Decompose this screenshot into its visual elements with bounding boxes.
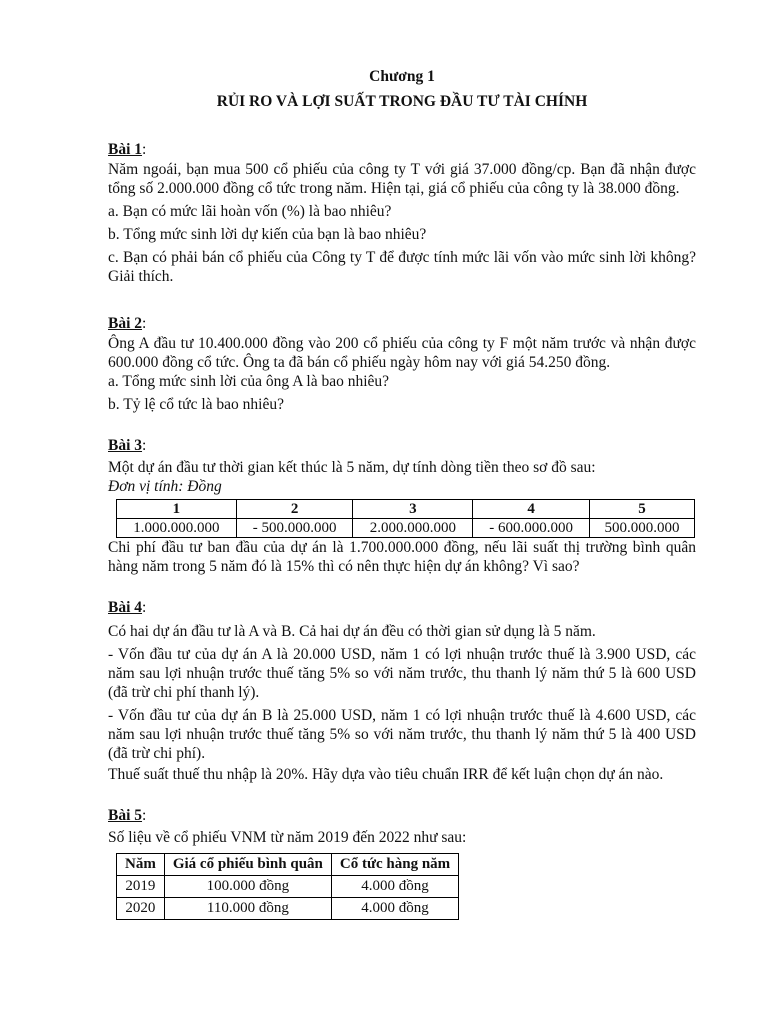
exercise-4-project-b: - Vốn đầu tư của dự án B là 25.000 USD, năm 1 có lợi nhuận trước thuế là 4.600 USD, các năm sau lợi nhuận trước thuế tăng 5% so với năm trước, thu thanh lý năm thứ 5 là 400 USD (đã trừ chi phí).	[108, 707, 696, 762]
exercise-1-title: Bài 1	[108, 141, 143, 158]
exercise-1-colon: :	[142, 141, 147, 158]
chapter-label: Chương 1	[369, 68, 435, 85]
vnm-cell-price: 110.000 đồng	[164, 898, 331, 920]
vnm-cell-year: 2019	[117, 876, 165, 898]
vnm-cell-price: 100.000 đồng	[164, 876, 331, 898]
exercise-4-project-a: - Vốn đầu tư của dự án A là 20.000 USD, năm 1 có lợi nhuận trước thuế là 3.900 USD, các năm sau lợi nhuận trước thuế tăng 5% so với năm trước, thu thanh lý năm thứ 5 là 600 USD (đã trừ chi phí thanh lý).	[108, 646, 696, 701]
year-header: 5	[589, 500, 694, 519]
exercise-3-text: Một dự án đầu tư thời gian kết thúc là 5 năm, dự tính dòng tiền theo sơ đồ sau:	[108, 459, 596, 476]
exercise-5-title: Bài 5	[108, 807, 143, 824]
exercise-1	[108, 140, 696, 286]
chapter-title: RỦI RO VÀ LỢI SUẤT TRONG ĐẦU TƯ TÀI CHÍNH	[216, 93, 588, 110]
exercise-2-question-a: a. Tổng mức sinh lời của ông A là bao nhiêu?	[108, 373, 390, 390]
exercise-3-question: Chi phí đầu tư ban đầu của dự án là 1.700.000.000 đồng, nếu lãi suất thị trường bình quân hàng năm trong 5 năm đó là 15% thì có nên thực hiện dự án không? Vì sao?	[108, 539, 696, 575]
vnm-cell-dividend: 4.000 đồng	[331, 876, 458, 898]
exercise-3-title: Bài 3	[108, 437, 143, 454]
table-row	[117, 876, 459, 898]
exercise-5-text: Số liệu về cổ phiếu VNM từ năm 2019 đến 2022 như sau:	[108, 829, 467, 846]
exercise-4-question: Thuế suất thuế thu nhập là 20%. Hãy dựa vào tiêu chuẩn IRR để kết luận chọn dự án nào.	[108, 766, 664, 783]
vnm-cell-year: 2020	[117, 898, 165, 920]
cashflow-cell: 1.000.000.000	[117, 519, 237, 538]
exercise-4-intro: Có hai dự án đầu tư là A và B. Cả hai dự án đều có thời gian sử dụng là 5 năm.	[108, 623, 596, 640]
cashflow-table	[116, 499, 695, 538]
year-header: 1	[117, 500, 237, 519]
exercise-4	[108, 598, 696, 784]
exercise-4-colon: :	[142, 599, 147, 616]
document-page	[108, 66, 696, 920]
cashflow-cell: - 500.000.000	[236, 519, 353, 538]
exercise-5	[108, 806, 696, 920]
exercise-2-question-b: b. Tỷ lệ cổ tức là bao nhiêu?	[108, 396, 284, 413]
cashflow-value-row	[117, 519, 695, 538]
exercise-2-title: Bài 2	[108, 315, 143, 332]
exercise-2-text: Ông A đầu tư 10.400.000 đồng vào 200 cổ phiếu của công ty F một năm trước và nhận được 600.000 đồng cổ tức. Ông ta đã bán cổ phiếu ngày hôm nay với giá 54.250 đồng.	[108, 335, 696, 371]
exercise-3-unit: Đơn vị tính: Đồng	[108, 478, 222, 495]
year-header: 2	[236, 500, 353, 519]
exercise-3	[108, 436, 696, 576]
vnm-table	[116, 853, 459, 920]
vnm-header-row	[117, 854, 459, 876]
exercise-2-colon: :	[142, 315, 147, 332]
exercise-1-text: Năm ngoái, bạn mua 500 cổ phiếu của công ty T với giá 37.000 đồng/cp. Bạn đã nhận được tổng số 2.000.000 đồng cổ tức trong năm. Hiện tại, giá cổ phiếu của công ty là 38.000 đồng.	[108, 161, 696, 197]
vnm-header-year: Năm	[117, 854, 165, 876]
year-header: 3	[353, 500, 473, 519]
exercise-3-colon: :	[142, 437, 147, 454]
cashflow-cell: 500.000.000	[589, 519, 694, 538]
exercise-2	[108, 314, 696, 414]
cashflow-cell: 2.000.000.000	[353, 519, 473, 538]
exercise-4-title: Bài 4	[108, 599, 143, 616]
vnm-header-dividend: Cổ tức hàng năm	[331, 854, 458, 876]
cashflow-cell: - 600.000.000	[473, 519, 590, 538]
exercise-1-question-a: a. Bạn có mức lãi hoàn vốn (%) là bao nhiêu?	[108, 203, 392, 220]
table-row	[117, 898, 459, 920]
year-header: 4	[473, 500, 590, 519]
vnm-cell-dividend: 4.000 đồng	[331, 898, 458, 920]
exercise-1-question-c: c. Bạn có phải bán cổ phiếu của Công ty T để được tính mức lãi vốn vào mức sinh lời không? Giải thích.	[108, 249, 696, 285]
vnm-header-price: Giá cổ phiếu bình quân	[164, 854, 331, 876]
exercise-1-question-b: b. Tổng mức sinh lời dự kiến của bạn là bao nhiêu?	[108, 226, 427, 243]
exercise-5-colon: :	[142, 807, 147, 824]
cashflow-header-row	[117, 500, 695, 519]
